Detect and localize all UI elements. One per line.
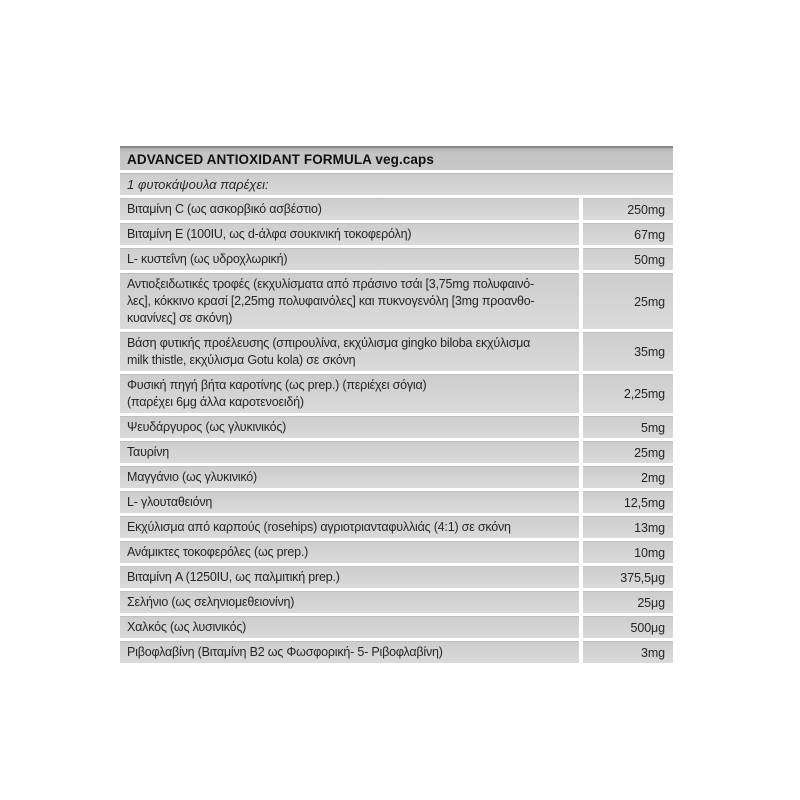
amount-cell: 500μg [583, 616, 673, 638]
ingredient-name: Ριβοφλαβίνη (Βιταμίνη B2 ως Φωσφορική- 5- Ριβοφλαβίνη) [127, 645, 443, 659]
ingredient-cell [120, 641, 579, 663]
amount-cell: 25mg [583, 273, 673, 329]
ingredient-cell [120, 441, 579, 463]
ingredient-cell [120, 198, 579, 220]
ingredient-name: L- κυστεΐνη (ως υδροχλωρική) [127, 252, 288, 266]
ingredient-cell [120, 541, 579, 563]
ingredient-name-line: Αντιοξειδωτικές τροφές (εκχυλίσματα από πράσινο τσάι [3,75mg πολυφαινό- [127, 277, 534, 291]
amount-cell: 35mg [583, 332, 673, 371]
amount-cell: 3mg [583, 641, 673, 663]
amount-cell: 2mg [583, 466, 673, 488]
ingredient-cell [120, 591, 579, 613]
ingredient-name-line: (παρέχει 6μg άλλα καροτενοειδή) [127, 395, 304, 409]
table-row [120, 466, 673, 488]
amount-cell: 25μg [583, 591, 673, 613]
ingredient-cell [120, 248, 579, 270]
ingredient-name: Σελήνιο (ως σεληνιομεθειονίνη) [127, 595, 295, 609]
ingredient-name: Ψευδάργυρος (ως γλυκινικός) [127, 420, 287, 434]
table-row [120, 541, 673, 563]
amount-cell: 25mg [583, 441, 673, 463]
ingredient-name: Χαλκός (ως λυσινικός) [127, 620, 247, 634]
amount-cell: 5mg [583, 416, 673, 438]
table-row [120, 273, 673, 329]
ingredient-name-line: Φυσική πηγή βήτα καροτίνης (ως prep.) (περιέχει σόγια) [127, 378, 427, 392]
ingredient-cell [120, 416, 579, 438]
ingredient-name: Εκχύλισμα από καρπούς (rosehips) αγριοτριανταφυλλιάς (4:1) σε σκόνη [127, 520, 511, 534]
ingredient-cell [120, 566, 579, 588]
ingredient-cell [120, 616, 579, 638]
ingredient-cell [120, 374, 579, 413]
serving-row [120, 173, 673, 195]
ingredient-name-line: milk thistle, εκχύλισμα Gotu kola) σε σκόνη [127, 353, 356, 367]
table-row [120, 416, 673, 438]
ingredient-cell [120, 516, 579, 538]
table-row [120, 616, 673, 638]
ingredient-name: L- γλουταθειόνη [127, 495, 213, 509]
table-row [120, 198, 673, 220]
serving-text: 1 φυτοκάψουλα παρέχει: [127, 177, 269, 192]
table-row [120, 641, 673, 663]
ingredient-cell [120, 491, 579, 513]
ingredient-name: Ταυρίνη [127, 445, 170, 459]
ingredient-cell [120, 273, 579, 329]
amount-cell: 10mg [583, 541, 673, 563]
amount-cell: 2,25mg [583, 374, 673, 413]
table-row [120, 374, 673, 413]
table-title: ADVANCED ANTIOXIDANT FORMULA veg.caps [127, 151, 434, 167]
ingredient-cell [120, 332, 579, 371]
amount-cell: 250mg [583, 198, 673, 220]
ingredient-name: Βιταμίνη E (100IU, ως d-άλφα σουκινική τοκοφερόλη) [127, 227, 412, 241]
ingredient-cell [120, 466, 579, 488]
supplement-facts-table [120, 146, 673, 666]
table-row [120, 332, 673, 371]
amount-cell: 67mg [583, 223, 673, 245]
table-row [120, 566, 673, 588]
ingredient-name: Ανάμικτες τοκοφερόλες (ως prep.) [127, 545, 309, 559]
amount-cell: 50mg [583, 248, 673, 270]
table-row [120, 441, 673, 463]
ingredient-cell [120, 223, 579, 245]
table-row [120, 223, 673, 245]
table-row [120, 591, 673, 613]
table-row [120, 491, 673, 513]
amount-cell: 12,5mg [583, 491, 673, 513]
amount-cell: 13mg [583, 516, 673, 538]
ingredient-name-line: κυανίνες] σε σκόνη) [127, 311, 233, 325]
ingredient-name: Βιταμίνη C (ως ασκορβικό ασβέστιο) [127, 202, 322, 216]
table-row [120, 516, 673, 538]
ingredient-name: Μαγγάνιο (ως γλυκινικό) [127, 470, 257, 484]
table-header [120, 146, 673, 170]
ingredient-name: Βιταμίνη A (1250IU, ως παλμιτική prep.) [127, 570, 340, 584]
ingredient-name-line: λες], κόκκινο κρασί [2,25mg πολυφαινόλες] και πυκνογενόλη [3mg προανθο- [127, 294, 535, 308]
ingredient-name-line: Βάση φυτικής προέλευσης (σπιρουλίνα, εκχύλισμα gingko biloba εκχύλισμα [127, 336, 531, 350]
table-row [120, 248, 673, 270]
amount-cell: 375,5μg [583, 566, 673, 588]
